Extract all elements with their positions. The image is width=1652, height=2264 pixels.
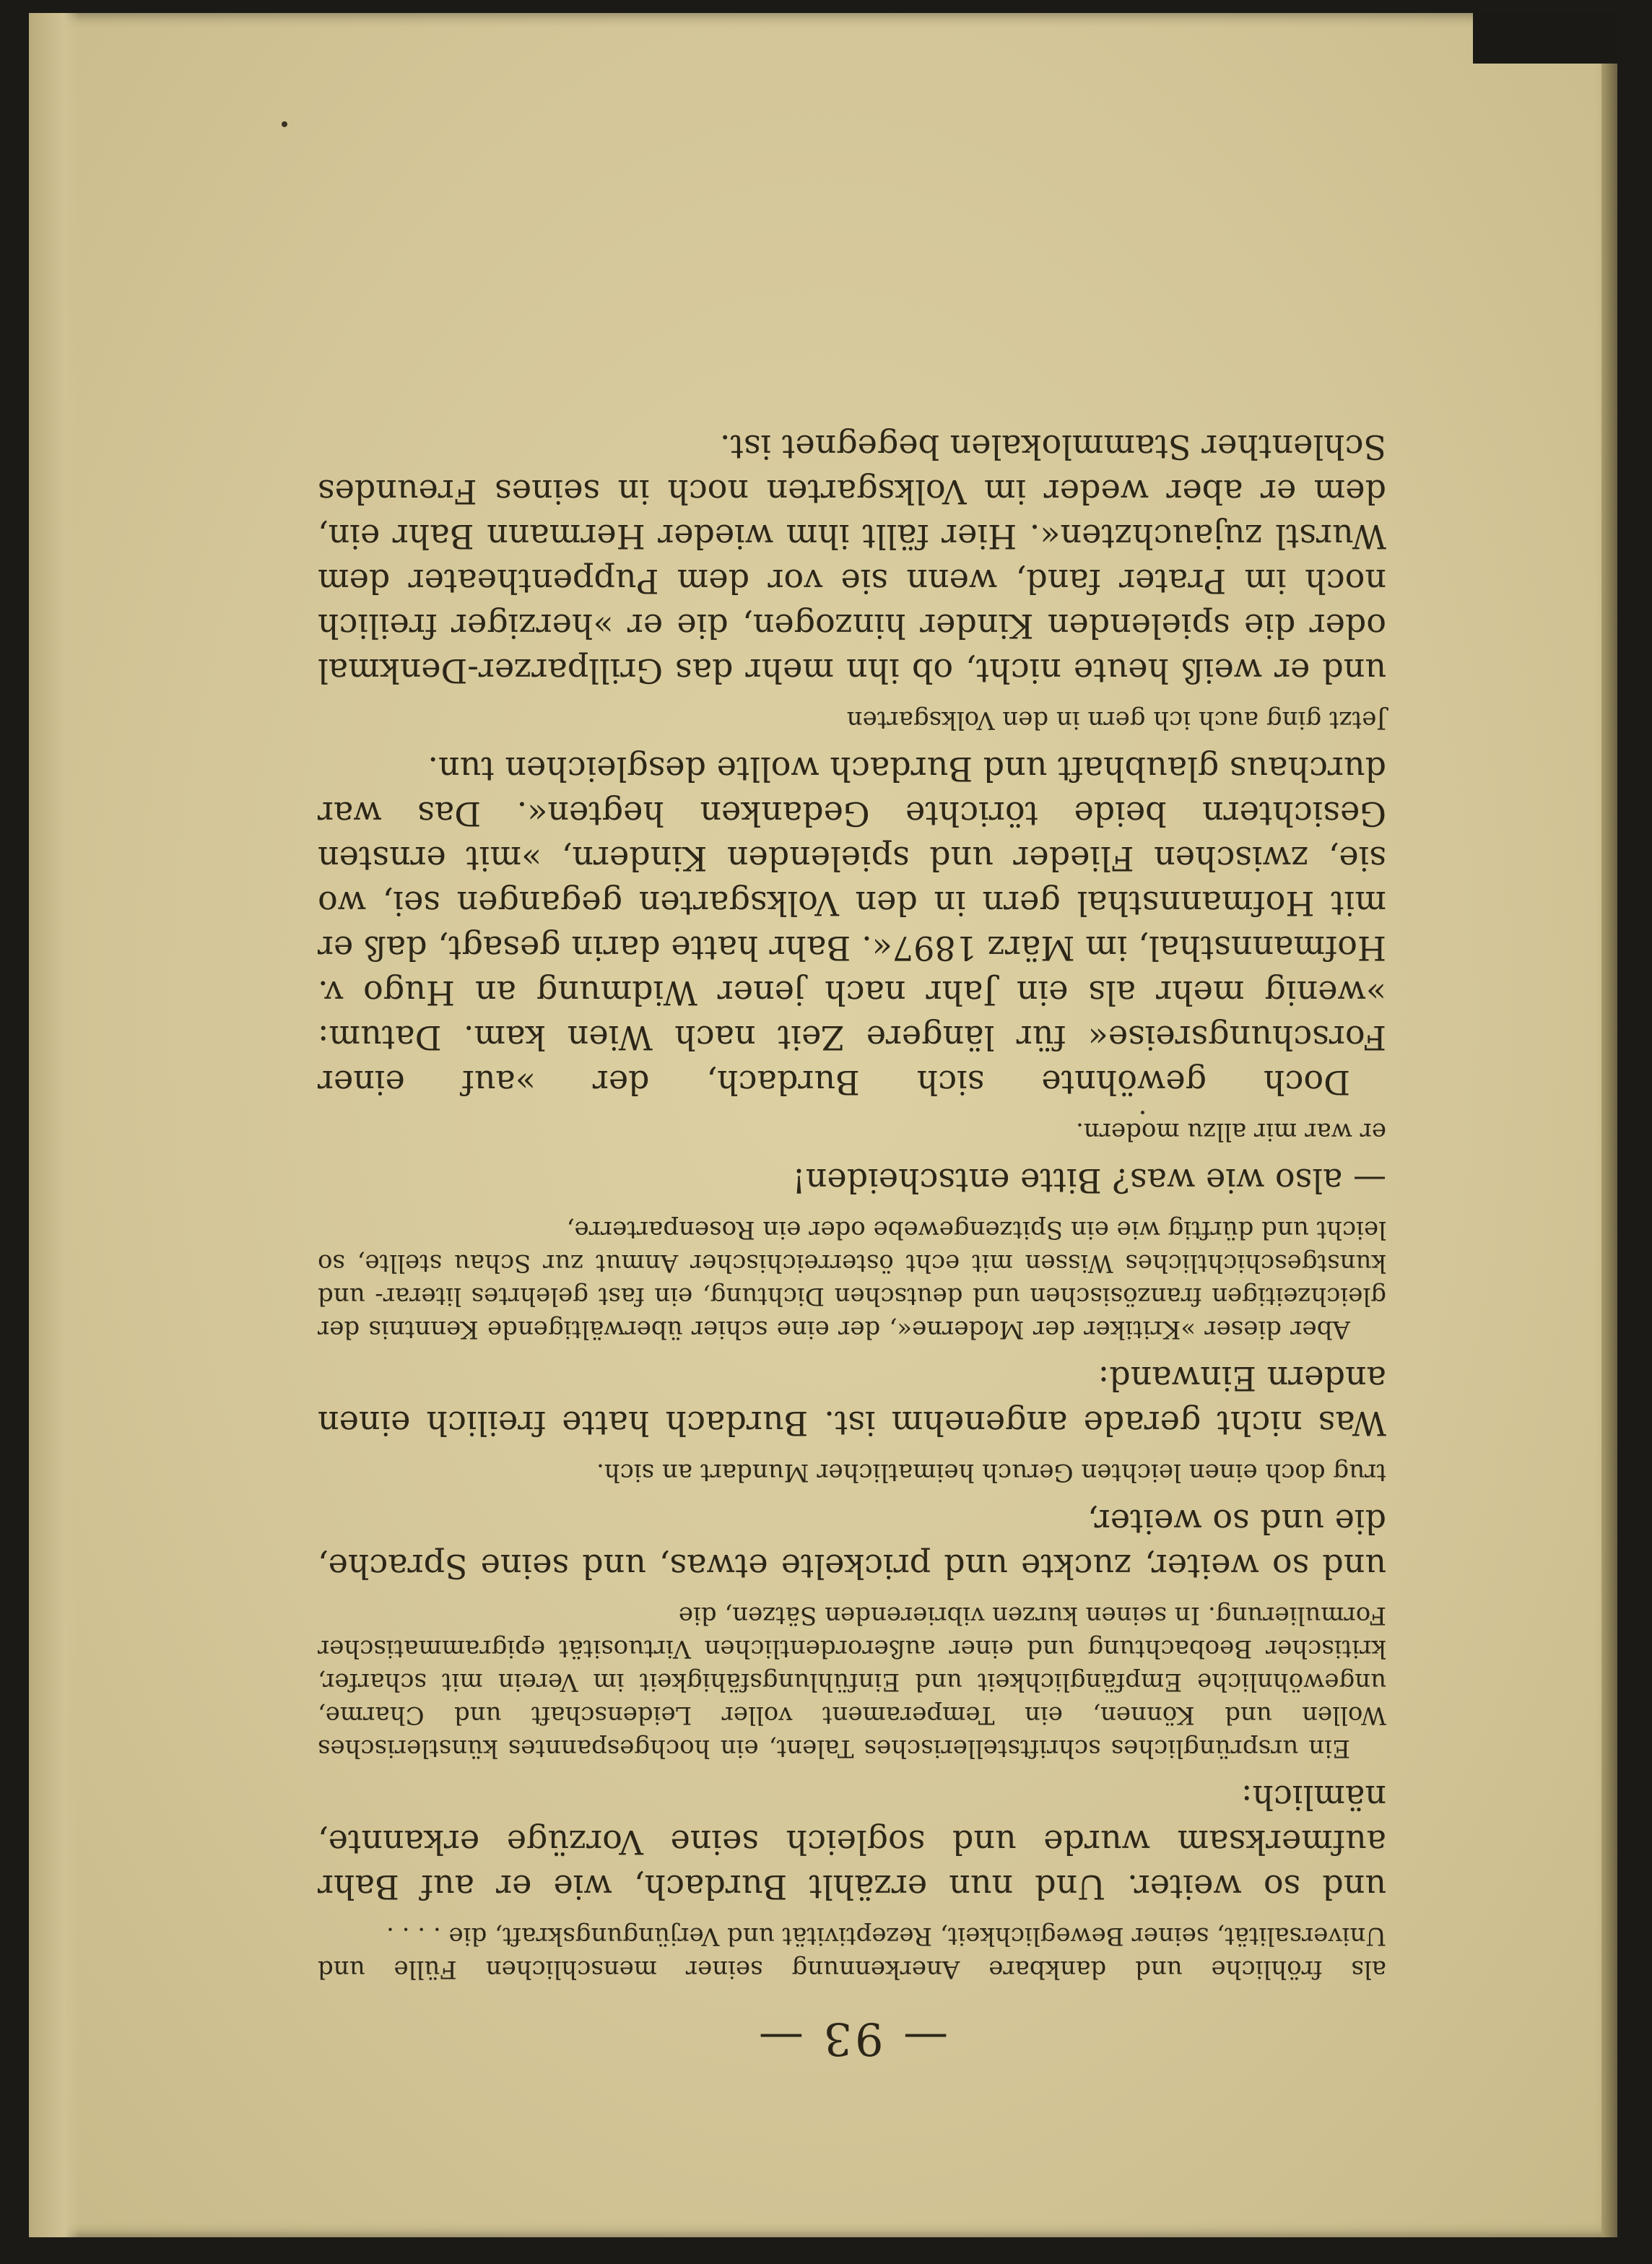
background-corner bbox=[1473, 13, 1617, 64]
ink-speck bbox=[282, 121, 287, 127]
page-edge bbox=[29, 13, 79, 2237]
body-paragraph: — also wie was? Bitte entscheiden! bbox=[792, 1161, 1386, 1200]
quote-paragraph: trug doch einen leichten Geruch heimatlicher Mundart an sich. bbox=[596, 1458, 1386, 1487]
quote-paragraph: Ein ursprüngliches schriftstellerisches Talent, ein hochgespanntes künstlerisches Wollen und Können, ein Temperament voller Leidenschaft und Charme, ungewöhnliche Empfänglichkeit und Einfühlungsfähigkeit im Verein mit scharfer, kritischer Beobachtung und einer außerordentlichen Virtuosität epigrammatischer Formulierung. In seinen kurzen vibrierenden Sätzen, die bbox=[318, 1601, 1386, 1763]
quote-paragraph: als fröhliche und dankbare Anerkennung seiner menschlichen Fülle und Universalität, seiner Beweglichkeit, Rezeptivität und Verjüngungskraft, die . . . . bbox=[318, 1922, 1386, 1984]
body-paragraph: und so weiter, zuckte und prickelte etwas, und seine Sprache, die und so weiter, bbox=[318, 1502, 1386, 1586]
body-paragraph: Was nicht gerade angenehm ist. Burdach hatte freilich einen andern Einwand: bbox=[318, 1359, 1386, 1443]
quote-paragraph: Aber dieser »Kritiker der Moderne«, der eine schier überwältigende Kenntnis der gleichzeitigen französischen und deutschen Dichtung, ein fast gelehrtes literar- und kunstgeschichtliches Wissen mit echt österreichischer Anmut zur Schau stellte, so leicht und dürftig wie ein Spitzengewebe oder ein Rosenparterre, bbox=[318, 1215, 1386, 1344]
book-spine bbox=[1601, 13, 1617, 2237]
text-block bbox=[318, 425, 1386, 1986]
body-paragraph: Doch gewöhnte sich Burdach, der »auf einer Forschungsreise« für längere Zeit nach Wien kam. Datum: »wenig mehr als ein Jahr nach jener Widmung an Hugo v. Hofmannsthal, im März 1897«. Bahr hatte darin gesagt, daß er mit Hofmannsthal gern in den Volksgarten gegangen sei, wo sie, zwischen Flieder und spielenden Kindern, »mit ernsten Gesichtern beide törichte Gedanken hegten«. Das war durchaus glaubhaft und Burdach wollte desgleichen tun. bbox=[318, 750, 1386, 1102]
body-paragraph: und er weiß heute nicht, ob ihn mehr das Grillparzer-Denkmal oder die spielenden Kinder hinzogen, die er »herziger freilich noch im Prater fand, wenn sie vor dem Puppentheater dem Wurstl zujauchzten«. Hier fällt ihm wieder Hermann Bahr ein, dem er aber weder im Volksgarten noch in seines Freundes Schlenther Stammlokalen begegnet ist. bbox=[318, 428, 1386, 690]
quote-paragraph: er war mir allzu modern. bbox=[1076, 1117, 1386, 1146]
rotated-page-content bbox=[318, 318, 1386, 2080]
page-number: — 93 — bbox=[755, 2013, 949, 2065]
quote-paragraph: Jetzt ging auch ich gern in den Volksgarten bbox=[846, 706, 1386, 734]
body-paragraph: und so weiter. Und nun erzählt Burdach, wie er auf Bahr aufmerksam wurde und sogleich seine Vorzüge erkannte, nämlich: bbox=[318, 1778, 1386, 1907]
